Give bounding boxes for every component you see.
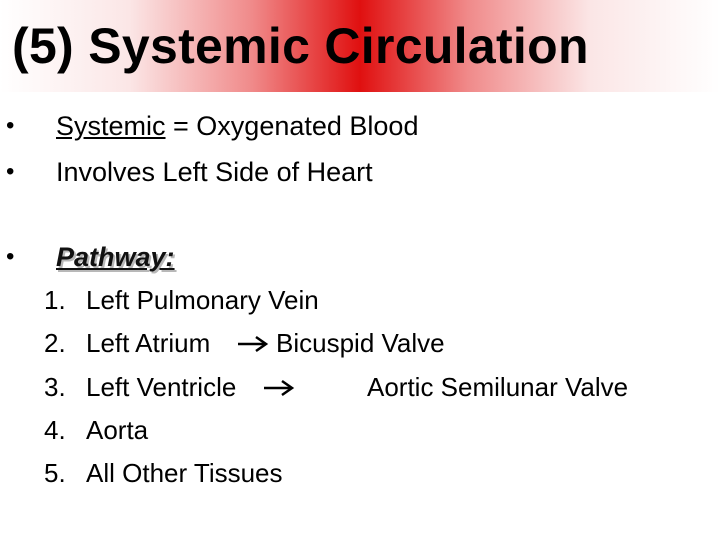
- bullet-left-side: Involves Left Side of Heart: [56, 157, 373, 187]
- right-arrow-icon: [236, 334, 270, 354]
- bullet-marker: •: [6, 243, 15, 270]
- step-all-other-tissues: All Other Tissues: [86, 458, 283, 488]
- step-number: 2.: [44, 328, 66, 358]
- step-aorta: Aorta: [86, 415, 149, 445]
- bullet-marker: •: [6, 158, 15, 185]
- bullet-marker: •: [6, 112, 15, 139]
- step-number: 5.: [44, 458, 66, 488]
- step-left-atrium: Left Atrium: [86, 328, 211, 358]
- step-aortic-semilunar-valve: Aortic Semilunar Valve: [367, 372, 629, 402]
- systemic-definition: = Oxygenated Blood: [165, 111, 419, 141]
- bullet-systemic: [56, 110, 418, 142]
- step-number: 3.: [44, 372, 66, 402]
- pathway-heading-text: Pathway:: [56, 242, 175, 272]
- right-arrow-icon: [262, 378, 296, 398]
- systemic-term: Systemic: [56, 111, 166, 141]
- step-bicuspid-valve: Bicuspid Valve: [276, 328, 445, 358]
- title-banner: [0, 0, 720, 92]
- step-left-pulmonary-vein: Left Pulmonary Vein: [86, 285, 319, 315]
- step-number: 4.: [44, 415, 66, 445]
- pathway-heading: [56, 241, 175, 273]
- slide-title: (5) Systemic Circulation: [12, 18, 589, 74]
- step-number: 1.: [44, 285, 66, 315]
- step-left-ventricle: Left Ventricle: [86, 372, 237, 402]
